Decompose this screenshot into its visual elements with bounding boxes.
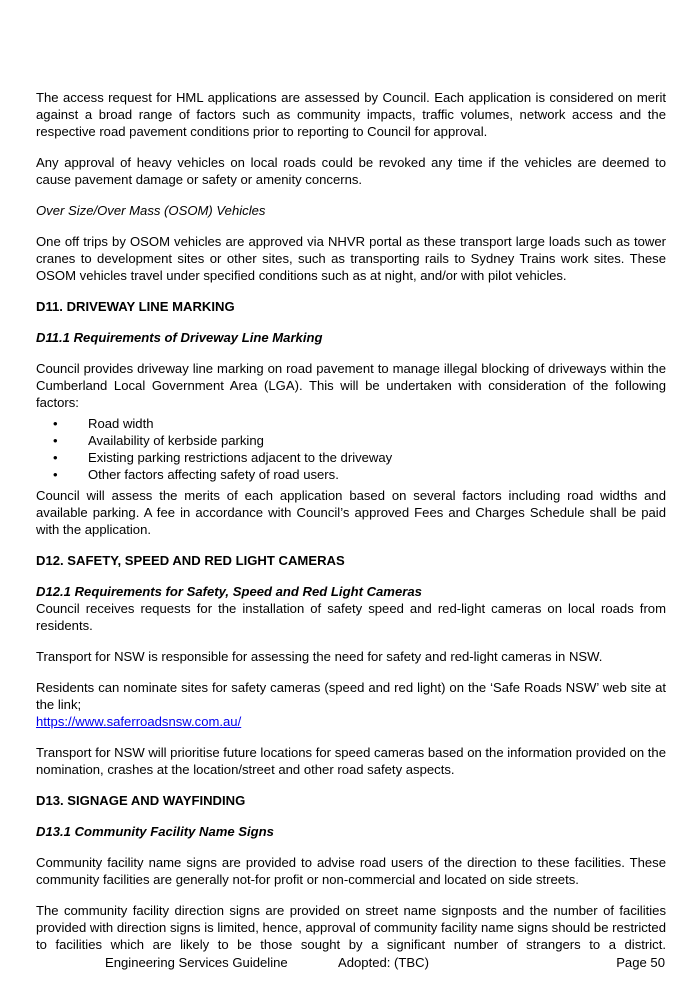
list-item: • Road width	[53, 416, 154, 431]
d11-closing-paragraph: Council will assess the merits of each application based on several factors including road widths and available parking. A fee in accordance with Council’s approved Fees and Charges Schedule shall be paid with the application.	[36, 488, 666, 537]
hml-assessment-paragraph: The access request for HML applications are assessed by Council. Each application is considered on merit against a broad range of factors such as community impacts, traffic volumes, network access and the respective road pavement conditions prior to reporting to Council for approval.	[36, 90, 666, 139]
list-item: • Existing parking restrictions adjacent to the driveway	[53, 450, 393, 465]
footer-adopted-status: Adopted: (TBC)	[338, 955, 429, 970]
osom-subtitle: Over Size/Over Mass (OSOM) Vehicles	[36, 203, 266, 218]
osom-paragraph: One off trips by OSOM vehicles are approved via NHVR portal as these transport large loads such as tower cranes to development sites or other sites, such as transporting rails to Sydney Trains work sites. These OSOM vehicles travel under specified conditions such as at night, and/or with pilot vehicles.	[36, 234, 666, 283]
d11-intro-paragraph: Council provides driveway line marking on road pavement to manage illegal blocking of driveways within the Cumberland Local Government Area (LGA). This will be undertaken with consideration of the following factors:	[36, 361, 666, 410]
bullet-icon: •	[53, 416, 58, 431]
d12-transport-paragraph: Transport for NSW is responsible for assessing the need for safety and red-light cameras in NSW.	[36, 649, 603, 664]
footer-page-number: Page 50	[616, 955, 665, 970]
d12-nominate-paragraph: Residents can nominate sites for safety cameras (speed and red light) on the ‘Safe Roads NSW’ web site at the link;	[36, 680, 666, 712]
d11-heading: D11. DRIVEWAY LINE MARKING	[36, 299, 235, 314]
bullet-icon: •	[53, 450, 58, 465]
d12-requests-paragraph: Council receives requests for the installation of safety speed and red-light cameras on local roads from residents.	[36, 601, 666, 633]
d13-heading: D13. SIGNAGE AND WAYFINDING	[36, 793, 246, 808]
d13-1-subheading: D13.1 Community Facility Name Signs	[36, 824, 274, 839]
d12-1-subheading: D12.1 Requirements for Safety, Speed and Red Light Cameras	[36, 584, 422, 599]
safer-roads-link[interactable]: https://www.saferroadsnsw.com.au/	[36, 714, 242, 729]
d12-heading: D12. SAFETY, SPEED AND RED LIGHT CAMERAS	[36, 553, 345, 568]
footer-document-title: Engineering Services Guideline	[105, 955, 288, 970]
page-content	[36, 89, 666, 953]
bullet-icon: •	[53, 433, 58, 448]
list-item: • Other factors affecting safety of road users.	[53, 467, 339, 482]
d11-1-subheading: D11.1 Requirements of Driveway Line Marking	[36, 330, 323, 345]
driveway-factors-list	[36, 415, 666, 483]
list-item: • Availability of kerbside parking	[53, 433, 264, 448]
d13-direction-signs-paragraph: The community facility direction signs are provided on street name signposts and the number of facilities provided with direction signs is limited, hence, approval of community facility name signs should be restricted to facilities which are likely to be those sought by a significant number of strangers to a district.	[36, 903, 666, 952]
bullet-icon: •	[53, 467, 58, 482]
d12-prioritise-paragraph: Transport for NSW will prioritise future locations for speed cameras based on the information provided on the nomination, crashes at the location/street and other road safety aspects.	[36, 745, 666, 777]
page-footer	[0, 954, 683, 971]
d13-name-signs-paragraph: Community facility name signs are provided to advise road users of the direction to these facilities. These community facilities are generally not-for profit or non-commercial and located on side streets.	[36, 855, 666, 887]
approval-revocation-paragraph: Any approval of heavy vehicles on local roads could be revoked any time if the vehicles are deemed to cause pavement damage or safety or amenity concerns.	[36, 155, 666, 187]
